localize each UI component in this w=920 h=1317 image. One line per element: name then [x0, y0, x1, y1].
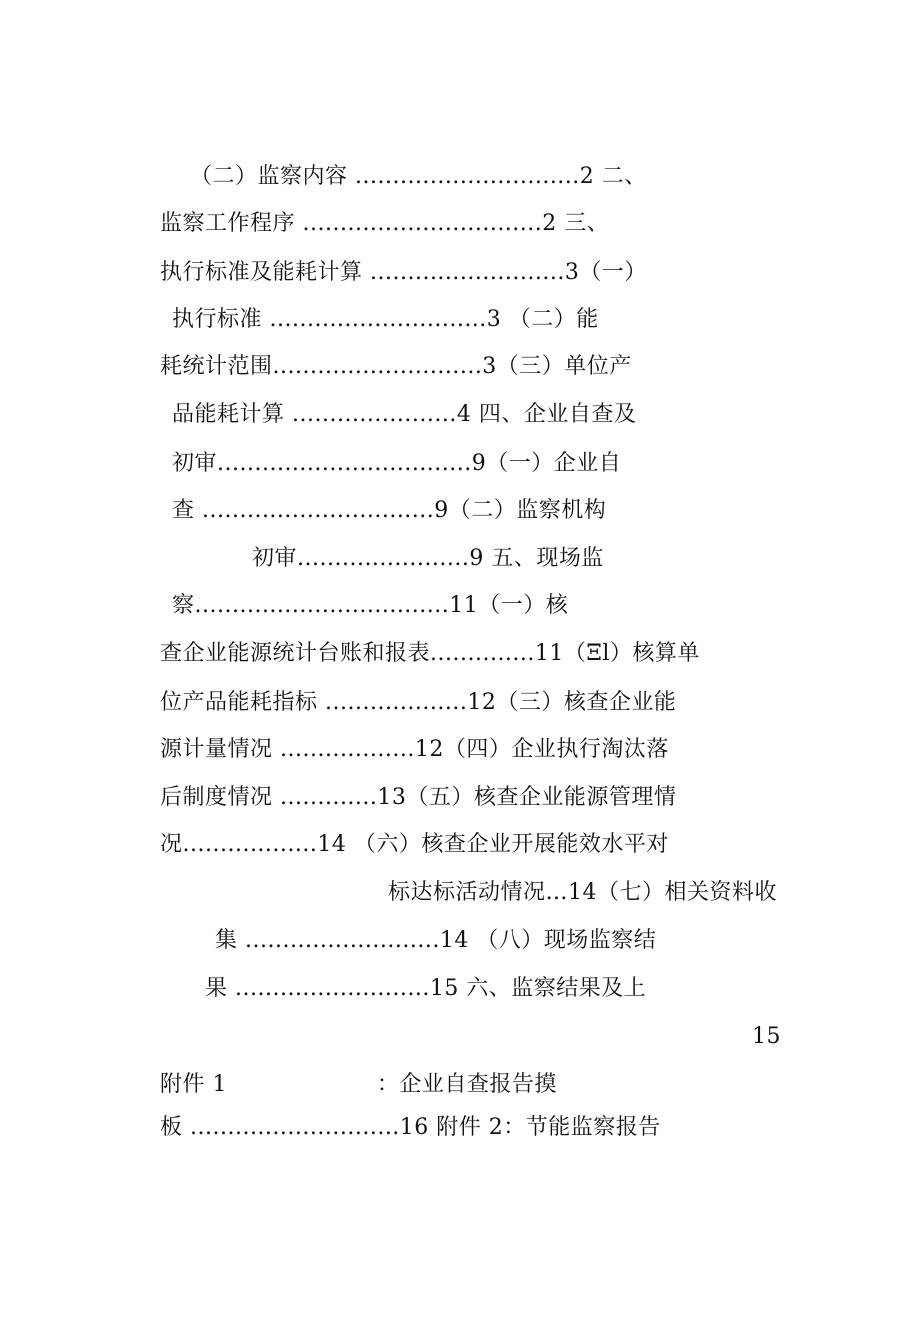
toc-line: 初审.......................9 五、现场监: [252, 546, 604, 571]
toc-line: 源计量情况 ..................12（四）企业执行淘汰落: [160, 737, 669, 762]
toc-line: 集 ..........................14 （八）现场监察结: [215, 928, 657, 953]
toc-line: 况..................14 （六）核查企业开展能效水平对: [160, 832, 669, 857]
toc-line: 察..................................11（一）核: [172, 593, 569, 618]
toc-line: 监察工作程序 ................................2 三、: [160, 211, 610, 236]
toc-line: 位产品能耗指标 ...................12（三）核查企业能: [160, 690, 677, 715]
toc-line: 果 ..........................15 六、监察结果及上: [205, 976, 647, 1001]
toc-line: 执行标准及能耗计算 ..........................3（一）: [160, 260, 647, 285]
toc-line: 初审..................................9（一）企业自: [172, 451, 622, 476]
toc-line: （二）监察内容 ..............................2 二、: [190, 164, 647, 189]
toc-line: 附件 1 ：企业自查报告摸: [160, 1072, 557, 1097]
toc-line: 查 ...............................9（二）监察机构: [172, 498, 607, 523]
toc-line: 板 ............................16 附件 2：节能监察报告: [160, 1115, 661, 1140]
toc-line: 查企业能源统计台账和报表..............11（Ξl）核算单: [160, 641, 700, 666]
toc-line: 耗统计范围............................3（三）单位产: [160, 354, 632, 379]
toc-line: 品能耗计算 ......................4 四、企业自查及: [172, 402, 637, 427]
toc-page-number: 15: [752, 1024, 781, 1049]
toc-line: 执行标准 .............................3 （二）能: [172, 307, 599, 332]
toc-line: 标达标活动情况…14（七）相关资料收: [388, 880, 777, 905]
toc-line: 后制度情况 .............13（五）核查企业能源管理情: [160, 785, 677, 810]
